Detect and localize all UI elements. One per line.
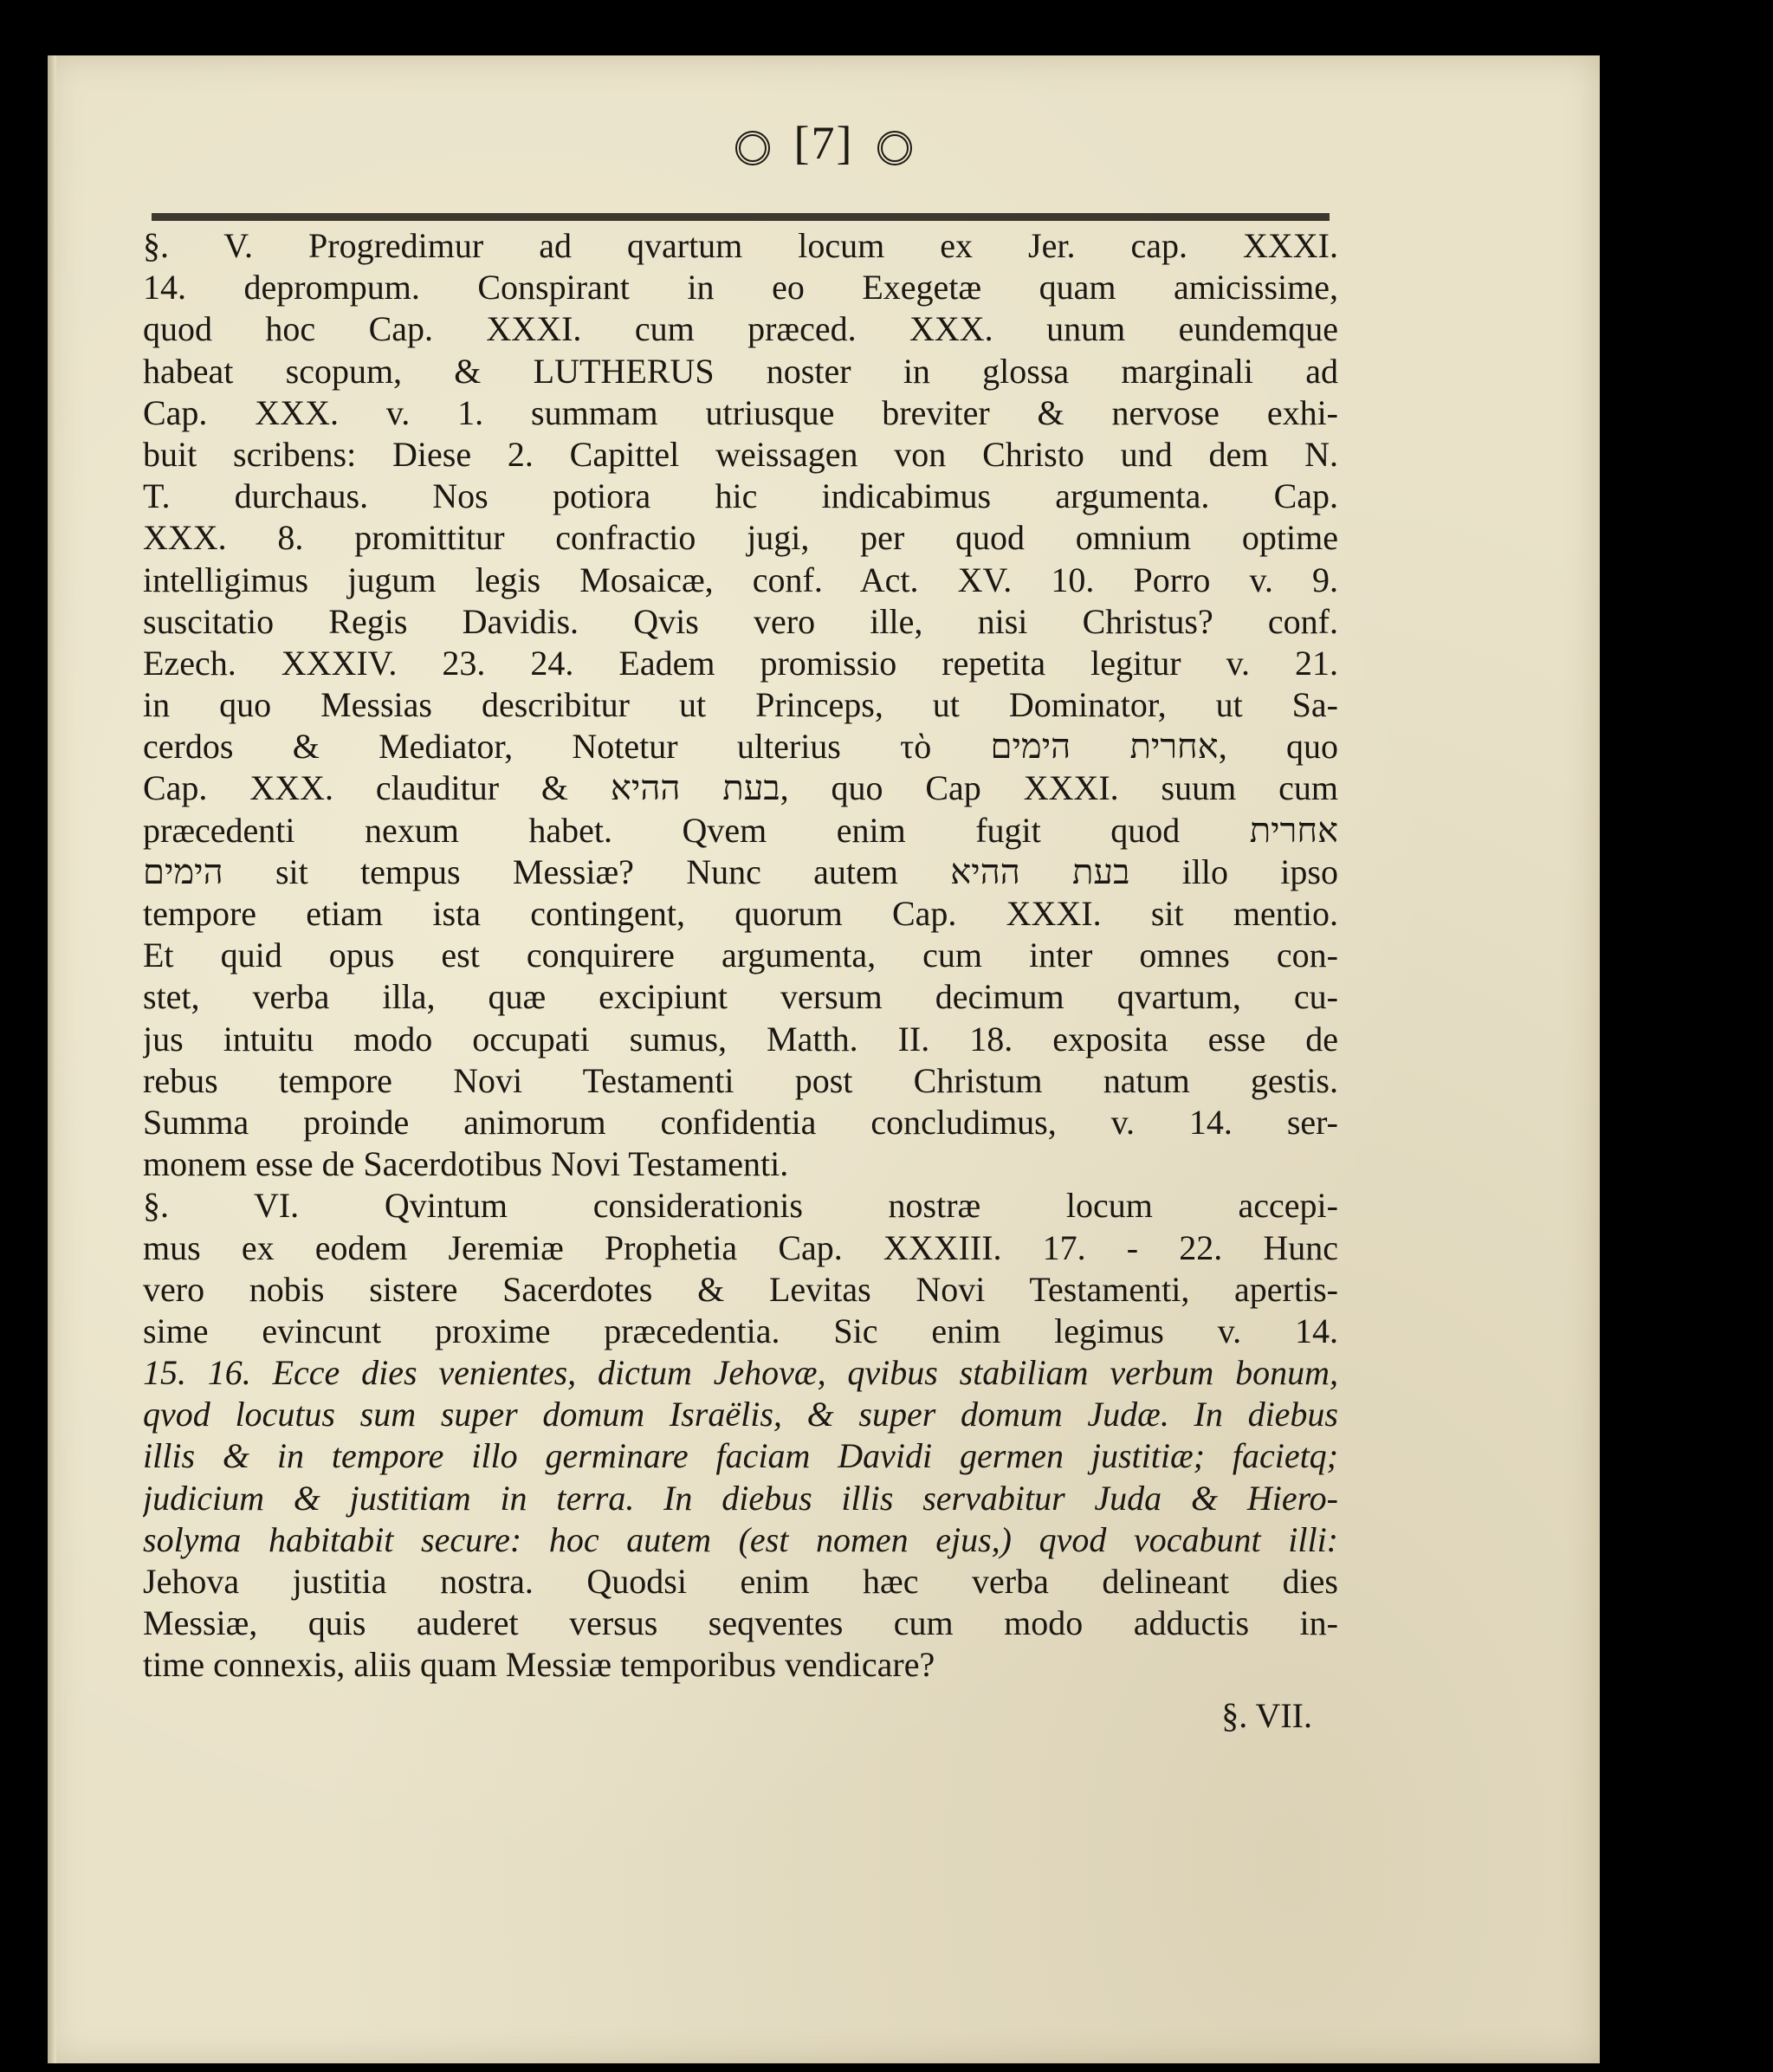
text-line: quod hoc Cap. XXXI. cum præced. XXX. unum eundemque [143,309,1338,349]
book-page [48,55,1600,2063]
text-line: qvod locutus sum super domum Israëlis, & super domum Judæ. In diebus [143,1395,1338,1434]
page-number: [7] [793,117,854,169]
text-line: buit scribens: Diese 2. Capittel weissagen von Christo und dem N. [143,434,1338,474]
text-line: præcedenti nexum habet. Qvem enim fugit quod אחרית [143,810,1338,850]
text-line: time connexis, aliis quam Messiæ temporibus vendicare? [143,1645,935,1685]
header-rule [152,213,1330,221]
text-line: §. VI. Qvintum considerationis nostræ locum accepi- [143,1186,1338,1226]
text-line: Cap. XXX. clauditur & בעת ההיא, quo Cap XXXI. suum cum [143,768,1338,808]
left-ornament-icon [735,131,770,165]
text-line: vero nobis sistere Sacerdotes & Levitas Novi Testamenti, apertis- [143,1269,1338,1309]
text-line: habeat scopum, & LUTHERUS noster in glossa marginali ad [143,351,1338,391]
text-line: 15. 16. Ecce dies venientes, dictum Jehovæ, qvibus stabiliam verbum bonum, [143,1353,1338,1393]
text-line: judicium & justitiam in terra. In diebus illis servabitur Juda & Hiero- [143,1478,1338,1518]
text-line: XXX. 8. promittitur confractio jugi, per quod omnium optime [143,518,1338,558]
text-line: Messiæ, quis auderet versus seqventes cum modo adductis in- [143,1603,1338,1643]
text-lines [143,225,1338,1687]
text-line: tempore etiam ista contingent, quorum Cap. XXXI. sit mentio. [143,894,1338,933]
text-line: §. V. Progredimur ad qvartum locum ex Jer. cap. XXXI. [143,226,1338,265]
text-line: rebus tempore Novi Testamenti post Christum natum gestis. [143,1060,1338,1100]
text-line: solyma habitabit secure: hoc autem (est nomen ejus,) qvod vocabunt illi: [143,1519,1338,1559]
text-line: suscitatio Regis Davidis. Qvis vero ille, nisi Christus? conf. [143,601,1338,641]
text-line: T. durchaus. Nos potiora hic indicabimus argumenta. Cap. [143,476,1338,516]
page-header [48,116,1600,170]
text-line: jus intuitu modo occupati sumus, Matth. II. 18. exposita esse de [143,1019,1338,1059]
body-text [143,225,1338,1742]
text-line: Summa proinde animorum confidentia concludimus, v. 14. ser- [143,1102,1338,1142]
text-line: הימים sit tempus Messiæ? Nunc autem בעת ההיא illo ipso [143,851,1338,891]
text-line: illis & in tempore illo germinare faciam Davidi germen justitiæ; facietq; [143,1436,1338,1476]
text-line: sime evincunt proxime præcedentia. Sic enim legimus v. 14. [143,1311,1338,1350]
text-line: Cap. XXX. v. 1. summam utriusque breviter & nervose exhi- [143,392,1338,432]
text-line: intelligimus jugum legis Mosaicæ, conf. Act. XV. 10. Porro v. 9. [143,560,1338,599]
text-line: Et quid opus est conquirere argumenta, cum inter omnes con- [143,936,1338,975]
text-line: in quo Messias describitur ut Princeps, ut Dominator, ut Sa- [143,685,1338,725]
text-line: mus ex eodem Jeremiæ Prophetia Cap. XXXIII. 17. - 22. Hunc [143,1227,1338,1267]
text-line: stet, verba illa, quæ excipiunt versum decimum qvartum, cu- [143,977,1338,1017]
right-ornament-icon [877,131,912,165]
catchword: §. VII. [1221,1695,1312,1735]
text-line: monem esse de Sacerdotibus Novi Testamenti. [143,1144,789,1184]
page-gutter [48,55,56,2063]
text-line: Jehova justitia nostra. Quodsi enim hæc verba delineant dies [143,1562,1338,1601]
text-line: Ezech. XXXIV. 23. 24. Eadem promissio repetita legitur v. 21. [143,643,1338,683]
text-line: cerdos & Mediator, Notetur ulterius τὸ אחרית הימים, quo [143,727,1338,767]
text-line: 14. deprompum. Conspirant in eo Exegetæ quam amicissime, [143,268,1338,308]
